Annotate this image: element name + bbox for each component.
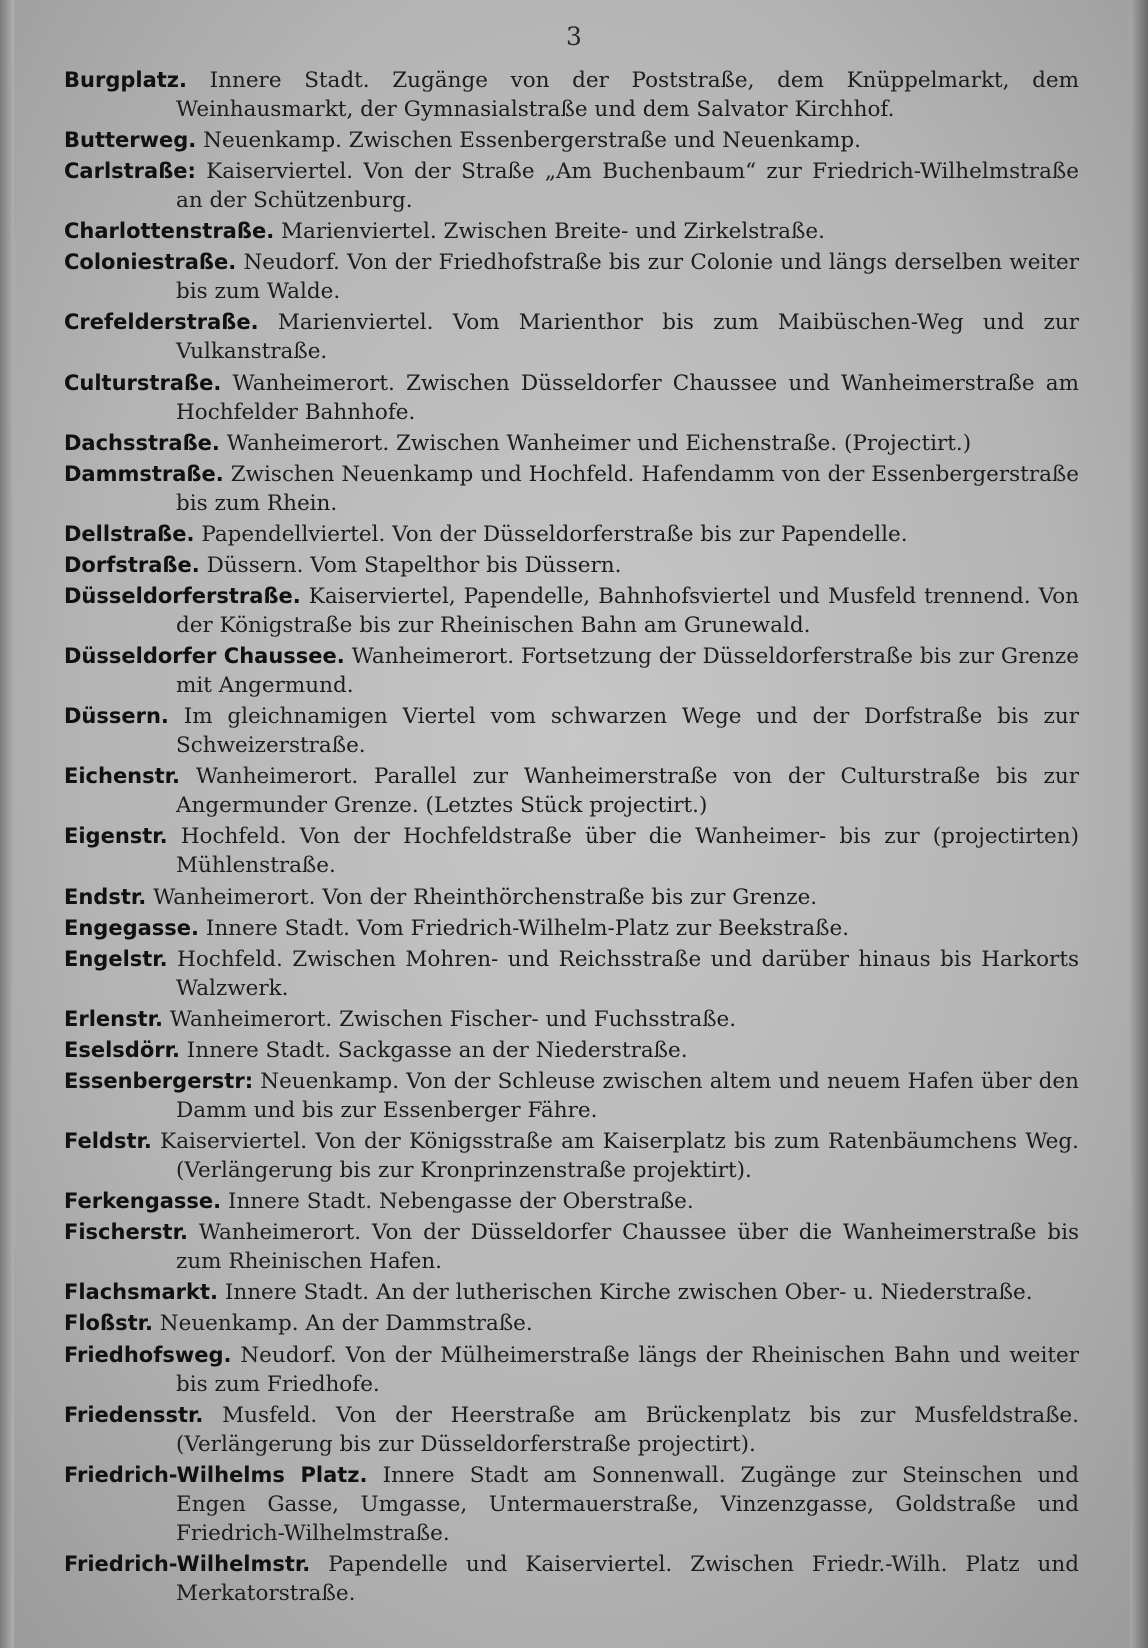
entry-term: Floßstr. <box>64 1311 153 1336</box>
directory-entry <box>64 369 1079 427</box>
directory-entry <box>64 1401 1079 1459</box>
page-edge-left <box>0 0 14 1648</box>
directory-entry <box>64 66 1079 124</box>
directory-entry <box>64 1127 1079 1185</box>
entry-description: Neuenkamp. Zwischen Essenbergerstraße und Neuenkamp. <box>203 128 861 154</box>
entry-description: Papendellviertel. Von der Düsseldorferstraße bis zur Papendelle. <box>201 521 908 547</box>
entry-term: Ferkengasse. <box>64 1189 222 1214</box>
entry-term: Carlstraße: <box>64 159 196 184</box>
entry-term: Charlottenstraße. <box>64 219 275 244</box>
entry-description: Kaiserviertel. Von der Straße „Am Buchenbaum“ zur Friedrich-Wilhelmstraße an der Schützenburg. <box>176 159 1079 214</box>
entry-term: Friedensstr. <box>64 1402 204 1427</box>
entry-description: Zwischen Neuenkamp und Hochfeld. Hafendamm von der Essenbergerstraße bis zum Rhein. <box>176 461 1080 516</box>
entry-description: Neuenkamp. An der Dammstraße. <box>159 1311 533 1337</box>
directory-entry <box>64 945 1079 1003</box>
directory-entry <box>64 702 1079 760</box>
entry-description: Neuenkamp. Von der Schleuse zwischen altem und neuem Hafen über den Damm und bis zur Essenberger Fähre. <box>176 1068 1079 1123</box>
entry-term: Erlenstr. <box>64 1006 163 1031</box>
directory-entry <box>64 551 1079 580</box>
entry-description: Neudorf. Von der Friedhofstraße bis zur Colonie und längs derselben weiter bis zum Walde. <box>176 250 1079 305</box>
entry-description: Wanheimerort. Zwischen Wanheimer und Eichenstraße. (Projectirt.) <box>226 430 972 456</box>
entry-term: Dellstraße. <box>64 521 195 546</box>
page-edge-right <box>1130 0 1148 1648</box>
entry-term: Dammstraße. <box>64 461 224 486</box>
entry-description: Neudorf. Von der Mülheimerstraße längs der Rheinischen Bahn und weiter bis zum Friedhofe. <box>176 1342 1079 1397</box>
entry-term: Engelstr. <box>64 946 168 971</box>
directory-entry <box>64 460 1079 518</box>
directory-entry <box>64 248 1079 306</box>
directory-entry <box>64 1550 1079 1608</box>
entry-description: Wanheimerort. Zwischen Fischer- und Fuchsstraße. <box>169 1006 737 1032</box>
entry-term: Friedrich-Wilhelms Platz. <box>64 1462 368 1487</box>
entry-term: Düssern. <box>64 704 169 729</box>
entry-description: Marienviertel. Zwischen Breite- und Zirkelstraße. <box>281 219 825 245</box>
entry-description: Hochfeld. Zwischen Mohren- und Reichsstraße und darüber hinaus bis Harkorts Walzwerk. <box>176 946 1079 1001</box>
entry-description: Wanheimerort. Zwischen Düsseldorfer Chaussee und Wanheimerstraße am Hochfelder Bahnhofe. <box>176 370 1079 425</box>
entry-description: Musfeld. Von der Heerstraße am Brückenplatz bis zur Musfeldstraße. (Verlängerung bis zur Düsseldorferstraße projectirt). <box>176 1402 1079 1457</box>
entry-term: Friedhofsweg. <box>64 1342 232 1367</box>
directory-entry <box>64 1067 1079 1125</box>
entry-description: Wanheimerort. Von der Düsseldorfer Chaussee über die Wanheimerstraße bis zum Rheinischen Hafen. <box>176 1220 1079 1275</box>
entry-term: Flachsmarkt. <box>64 1280 219 1305</box>
directory-entry <box>64 217 1079 246</box>
directory-entry <box>64 1005 1079 1034</box>
entry-description: Innere Stadt am Sonnenwall. Zugänge zur Steinschen und Engen Gasse, Umgasse, Untermauerstraße, Vinzenzgasse, Goldstraße und Friedrich-Wilhelmstraße. <box>176 1462 1079 1546</box>
entry-term: Düsseldorfer Chaussee. <box>64 644 345 669</box>
directory-entry <box>64 520 1079 549</box>
entry-description: Wanheimerort. Von der Rheinthörchenstraße bis zur Grenze. <box>153 884 818 910</box>
directory-entry <box>64 762 1079 820</box>
entry-term: Burgplatz. <box>64 68 187 92</box>
directory-entry <box>64 1036 1079 1065</box>
entry-description: Im gleichnamigen Viertel vom schwarzen Wege und der Dorfstraße bis zur Schweizerstraße. <box>176 704 1079 759</box>
entry-description: Hochfeld. Von der Hochfeldstraße über die Wanheimer- bis zur (projectirten) Mühlenstraße. <box>176 824 1079 879</box>
entry-term: Dorfstraße. <box>64 552 200 577</box>
entry-description: Kaiserviertel. Von der Königsstraße am Kaiserplatz bis zum Ratenbäumchens Weg. (Verlängerung bis zur Kronprinzenstraße projektirt). <box>160 1129 1079 1184</box>
entry-description: Kaiserviertel, Papendelle, Bahnhofsviertel und Musfeld trennend. Von der Königstraße bis zur Rheinischen Bahn am Grunewald. <box>176 584 1080 639</box>
entry-description: Düssern. Vom Stapelthor bis Düssern. <box>206 552 622 578</box>
directory-entry <box>64 822 1079 880</box>
entry-description: Marienviertel. Vom Marienthor bis zum Maibüschen-Weg und zur Vulkanstraße. <box>176 310 1079 365</box>
entry-description: Innere Stadt. Vom Friedrich-Wilhelm-Platz zur Beekstraße. <box>205 915 850 941</box>
directory-entry <box>64 582 1079 640</box>
entry-description: Innere Stadt. Nebengasse der Oberstraße. <box>227 1189 694 1215</box>
entry-description: Wanheimerort. Fortsetzung der Düsseldorferstraße bis zur Grenze mit Angermund. <box>176 644 1079 699</box>
directory-entry <box>64 1278 1079 1307</box>
entry-term: Fischerstr. <box>64 1220 188 1245</box>
entry-term: Düsseldorferstraße. <box>64 584 301 609</box>
entry-term: Essenbergerstr: <box>64 1068 254 1093</box>
entry-term: Eigenstr. <box>64 824 168 849</box>
directory-entry <box>64 126 1079 155</box>
entry-term: Eichenstr. <box>64 764 181 789</box>
entry-description: Wanheimerort. Parallel zur Wanheimerstraße von der Culturstraße bis zur Angermunder Grenze. (Letztes Stück projectirt.) <box>176 764 1079 819</box>
directory-entry <box>64 883 1079 912</box>
directory-entry <box>64 157 1079 215</box>
directory-entry <box>64 1341 1079 1399</box>
entry-term: Dachsstraße. <box>64 430 220 455</box>
directory-entry <box>64 1187 1079 1216</box>
directory-entry <box>64 1461 1079 1548</box>
directory-entry <box>64 642 1079 700</box>
entry-description: Innere Stadt. Zugänge von der Poststraße, dem Knüppelmarkt, dem Weinhausmarkt, der Gymnasialstraße und dem Salvator Kirchhof. <box>176 68 1079 122</box>
page-number: 3 <box>566 22 582 51</box>
directory-entry <box>64 429 1079 458</box>
entry-description: Papendelle und Kaiserviertel. Zwischen Friedr.-Wilh. Platz und Merkatorstraße. <box>176 1551 1080 1606</box>
entry-term: Eselsdörr. <box>64 1037 180 1062</box>
directory-entry <box>64 1218 1079 1276</box>
entry-term: Engegasse. <box>64 915 199 940</box>
entry-term: Coloniestraße. <box>64 250 237 275</box>
directory-entry <box>64 1309 1079 1338</box>
entry-description: Innere Stadt. An der lutherischen Kirche zwischen Ober- u. Niederstraße. <box>224 1280 1033 1306</box>
entry-term: Endstr. <box>64 884 147 909</box>
entry-term: Crefelderstraße. <box>64 310 259 335</box>
entry-term: Culturstraße. <box>64 370 222 395</box>
entry-term: Friedrich-Wilhelmstr. <box>64 1551 311 1576</box>
entry-term: Butterweg. <box>64 128 197 153</box>
entry-term: Feldstr. <box>64 1129 152 1154</box>
directory-entry <box>64 308 1079 366</box>
directory-entry <box>64 914 1079 943</box>
entry-description: Innere Stadt. Sackgasse an der Niederstraße. <box>186 1037 688 1063</box>
street-directory-list <box>64 66 1079 1610</box>
